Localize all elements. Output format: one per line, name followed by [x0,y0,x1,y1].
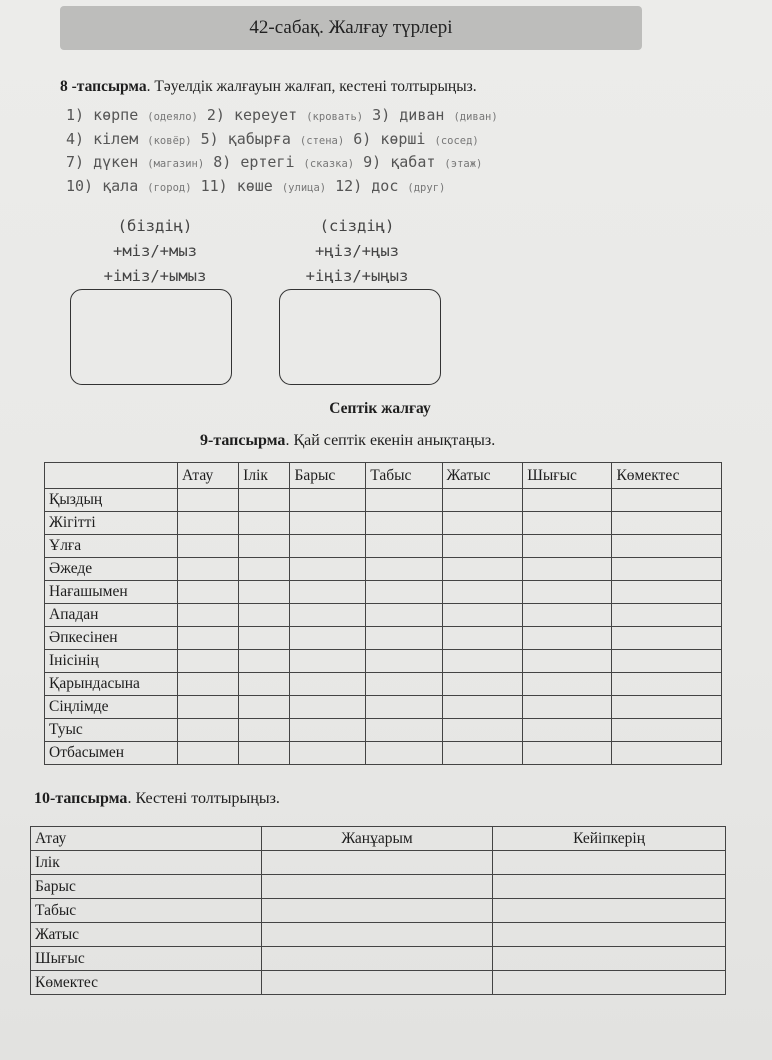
russian-translation: (город) [147,181,192,194]
table-row [45,627,722,650]
answer-cell[interactable] [366,512,442,535]
row-word: Нағашымен [45,581,178,604]
word-number: 8) [213,153,232,171]
kazakh-word: қабат [390,153,436,171]
answer-cell[interactable] [290,512,366,535]
answer-cell[interactable] [442,558,523,581]
answer-cell[interactable] [612,696,722,719]
table-row [45,581,722,604]
column-header: Ілік [239,463,290,489]
answer-cell[interactable] [366,489,442,512]
answer-cell[interactable] [442,673,523,696]
answer-cell[interactable] [523,604,612,627]
answer-cell[interactable] [442,581,523,604]
kazakh-word: кереует [233,106,298,124]
answer-cell[interactable] [290,489,366,512]
kazakh-word: қабырға [227,129,291,148]
answer-cell[interactable] [612,512,722,535]
row-word: Туыс [45,719,178,742]
answer-cell[interactable] [239,650,290,673]
answer-cell[interactable] [239,673,290,696]
answer-cell[interactable] [523,581,612,604]
header-zhanuarym: Жанұарым [262,827,493,851]
sizdin-title: (сіздің) [319,217,395,235]
column-header: Табыс [366,463,442,489]
kazakh-word: көше [236,176,273,195]
answer-cell[interactable] [442,719,523,742]
sizdin-ending-1: +ңіз/+ңыз [315,242,399,260]
row-word: Әжеде [45,558,178,581]
table-row [31,875,726,899]
answer-cell[interactable] [366,719,442,742]
answer-cell[interactable] [178,719,239,742]
row-word: Ападан [45,604,178,627]
answer-cell[interactable] [523,696,612,719]
answer-cell[interactable] [523,673,612,696]
word-number: 6) [353,129,372,148]
answer-cell[interactable] [442,604,523,627]
case-name: Шығыс [31,947,262,971]
russian-translation: (ковёр) [147,134,192,147]
answer-cell[interactable] [523,650,612,673]
answer-cell[interactable] [178,581,239,604]
answer-cell[interactable] [239,696,290,719]
answer-cell[interactable] [178,535,239,558]
russian-translation: (одеяло) [147,111,198,123]
table-row [31,899,726,923]
header-keyipkerin: Кейіпкерің [493,827,726,851]
answer-cell[interactable] [493,971,726,995]
row-word: Жігітті [45,512,178,535]
answer-cell[interactable] [493,923,726,947]
row-word: Әпкесінен [45,627,178,650]
russian-translation: (сказка) [303,158,355,170]
answer-cell[interactable] [290,558,366,581]
lesson-title: 42-сабақ. Жалғау түрлері [249,17,453,38]
answer-cell[interactable] [612,650,722,673]
table-row [45,696,722,719]
answer-cell[interactable] [612,742,722,765]
column-header [45,463,178,489]
table-row [31,851,726,875]
word-line [66,175,626,199]
kazakh-word: дүкен [93,153,139,171]
task10-heading [34,790,280,808]
kazakh-word: диван [399,106,445,124]
answer-cell[interactable] [239,627,290,650]
russian-translation: (этаж) [444,158,483,170]
row-word: Ұлға [45,535,178,558]
sizdin-endings [262,214,452,289]
bizdin-ending-2: +іміз/+ымыз [103,267,207,285]
answer-cell[interactable] [262,971,493,995]
task8-word-list [66,104,626,198]
row-word: Отбасымен [45,742,178,765]
russian-translation: (диван) [453,111,498,123]
answer-cell[interactable] [239,512,290,535]
case-name: Ілік [31,851,262,875]
answer-cell[interactable] [239,489,290,512]
answer-cell[interactable] [493,851,726,875]
answer-cell[interactable] [262,851,493,875]
answer-cell[interactable] [290,535,366,558]
task9-number: 9-тапсырма [200,432,286,449]
word-number: 12) [335,176,363,195]
word-number: 7) [66,153,85,171]
answer-cell[interactable] [442,489,523,512]
table-row [45,535,722,558]
table-row [45,742,722,765]
word-number: 10) [66,176,94,195]
answer-cell[interactable] [262,875,493,899]
word-line [66,104,626,128]
case-name: Барыс [31,875,262,899]
word-number: 1) [66,106,85,124]
answer-cell[interactable] [239,742,290,765]
answer-cell[interactable] [523,512,612,535]
answer-cell[interactable] [442,627,523,650]
kazakh-word: ертегі [240,153,295,171]
sizdin-ending-2: +іңіз/+ыңыз [305,267,409,285]
answer-cell[interactable] [442,696,523,719]
row-word: Қарындасына [45,673,178,696]
answer-cell[interactable] [612,673,722,696]
kazakh-word: көрші [380,129,426,148]
answer-cell[interactable] [523,558,612,581]
column-header: Жатыс [442,463,523,489]
answer-cell[interactable] [493,947,726,971]
answer-cell[interactable] [239,558,290,581]
answer-cell[interactable] [366,673,442,696]
answer-cell[interactable] [239,535,290,558]
table-header-row [45,463,722,489]
answer-cell[interactable] [612,627,722,650]
russian-translation: (сосед) [434,134,479,147]
task10-instruction: . Кестені толтырыңыз. [127,790,280,807]
russian-translation: (магазин) [147,158,205,170]
task9-instruction: . Қай септік екенін анықтаңыз. [285,432,496,449]
answer-cell[interactable] [442,535,523,558]
answer-cell[interactable] [612,719,722,742]
answer-cell[interactable] [612,604,722,627]
column-header: Көмектес [612,463,722,489]
table-row [31,923,726,947]
word-number: 11) [200,176,228,195]
kazakh-word: қала [102,176,139,195]
answer-cell[interactable] [262,899,493,923]
row-word: Сіңлімде [45,696,178,719]
task8-instruction: . Тәуелдік жалғауын жалғап, кестені толтырыңыз. [146,78,477,95]
answer-cell[interactable] [239,581,290,604]
word-number: 5) [200,129,219,148]
table-header-row [31,827,726,851]
answer-cell[interactable] [523,719,612,742]
task8-number: 8 -тапсырма [60,78,147,95]
word-number: 2) [206,106,225,124]
lesson-title-bar [60,6,642,50]
bizdin-endings [60,214,250,289]
bizdin-title: (біздің) [117,217,193,235]
column-header: Барыс [290,463,366,489]
answer-cell[interactable] [262,947,493,971]
answer-cell[interactable] [366,558,442,581]
answer-cell[interactable] [366,742,442,765]
russian-translation: (друг) [407,181,446,194]
answer-cell[interactable] [366,650,442,673]
table-row [45,512,722,535]
answer-cell[interactable] [366,581,442,604]
task10-number: 10-тапсырма [34,790,128,807]
answer-cell[interactable] [290,673,366,696]
sizdin-answer-box[interactable] [279,289,441,385]
answer-cell[interactable] [290,719,366,742]
russian-translation: (улица) [281,181,327,194]
russian-translation: (кровать) [306,111,364,123]
answer-cell[interactable] [290,696,366,719]
answer-cell[interactable] [290,627,366,650]
answer-cell[interactable] [523,489,612,512]
answer-cell[interactable] [442,512,523,535]
table-row [45,673,722,696]
answer-cell[interactable] [493,875,726,899]
kazakh-word: дос [371,176,399,195]
word-line [66,128,626,152]
answer-cell[interactable] [366,535,442,558]
answer-cell[interactable] [612,535,722,558]
word-number: 3) [372,106,391,124]
row-word: Қыздың [45,489,178,512]
answer-cell[interactable] [178,696,239,719]
answer-cell[interactable] [366,627,442,650]
task8-heading [60,78,477,96]
word-number: 4) [66,129,85,148]
table-row [45,489,722,512]
answer-cell[interactable] [612,489,722,512]
table-row [45,650,722,673]
word-number: 9) [363,153,382,171]
answer-cell[interactable] [178,673,239,696]
answer-cell[interactable] [523,535,612,558]
declension-table [30,826,726,995]
bizdin-answer-box[interactable] [70,289,232,385]
answer-cell[interactable] [366,696,442,719]
answer-cell[interactable] [178,627,239,650]
column-header: Шығыс [523,463,612,489]
bizdin-ending-1: +міз/+мыз [113,242,197,260]
task9-heading [200,432,495,450]
case-identification-table [44,462,722,765]
answer-cell[interactable] [290,604,366,627]
answer-cell[interactable] [239,604,290,627]
answer-cell[interactable] [523,742,612,765]
table-row [45,719,722,742]
kazakh-word: кілем [93,129,139,148]
answer-cell[interactable] [290,581,366,604]
section-title: Септік жалғау [329,400,431,417]
answer-cell[interactable] [178,604,239,627]
answer-cell[interactable] [178,650,239,673]
answer-cell[interactable] [612,558,722,581]
answer-cell[interactable] [290,742,366,765]
answer-cell[interactable] [442,650,523,673]
case-name: Көмектес [31,971,262,995]
answer-cell[interactable] [366,604,442,627]
header-case: Атау [31,827,262,851]
table-row [31,947,726,971]
row-word: Інісінің [45,650,178,673]
table-row [45,604,722,627]
answer-cell[interactable] [239,719,290,742]
answer-cell[interactable] [442,742,523,765]
table-row [45,558,722,581]
kazakh-word: көрпе [93,106,139,124]
answer-cell[interactable] [262,923,493,947]
answer-cell[interactable] [178,489,239,512]
russian-translation: (стена) [299,134,345,147]
word-line [66,151,626,175]
answer-cell[interactable] [612,581,722,604]
answer-cell[interactable] [523,627,612,650]
table-row [31,971,726,995]
answer-cell[interactable] [178,512,239,535]
column-header: Атау [178,463,239,489]
answer-cell[interactable] [178,558,239,581]
answer-cell[interactable] [290,650,366,673]
case-name: Жатыс [31,923,262,947]
answer-cell[interactable] [493,899,726,923]
case-name: Табыс [31,899,262,923]
answer-cell[interactable] [178,742,239,765]
